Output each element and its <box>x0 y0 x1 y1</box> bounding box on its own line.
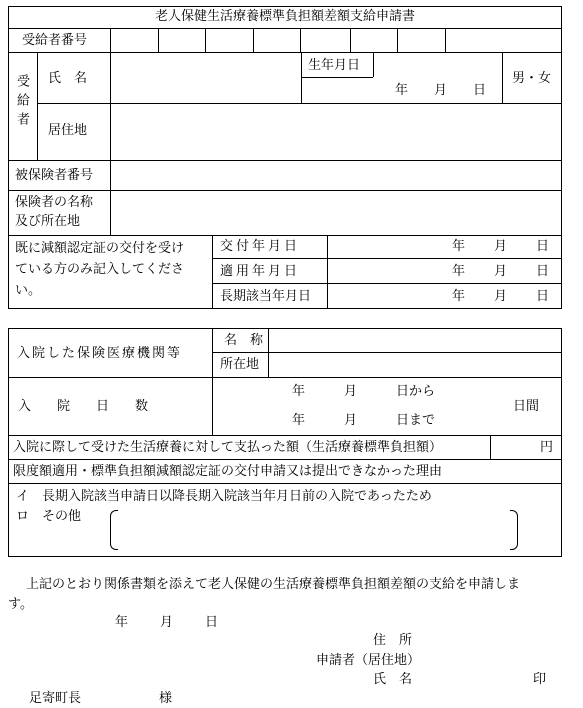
reason-label: 限度額適用・標準負担額減額認定証の交付申請又は提出できなかった理由 <box>13 464 443 479</box>
application-date-fields[interactable]: 年 月 日 <box>115 615 221 630</box>
longterm-date-label: 長期該当年月日 <box>220 289 312 304</box>
insurer-label-line2: 及び所在地 <box>15 214 81 229</box>
birthdate-fields[interactable]: 年 月 日 <box>395 83 487 98</box>
apply-date-fields[interactable]: 年 月 日 <box>452 264 551 279</box>
institution-name-label: 名 称 <box>224 333 264 348</box>
longterm-date-fields[interactable]: 年 月 日 <box>452 289 551 304</box>
institution-location-label: 所在地 <box>220 357 260 372</box>
recipient-vertical-label: 受給者 <box>14 74 29 131</box>
institution-label: 入院した保険医療機関等 <box>17 346 183 361</box>
statement-line2: す。 <box>8 597 33 612</box>
paid-amount-field[interactable] <box>491 436 536 458</box>
other-reason-bracket-left <box>110 510 118 550</box>
issue-date-fields[interactable]: 年 月 日 <box>452 239 551 254</box>
recipient-number-field[interactable] <box>111 29 561 51</box>
applicant-address-label: 住 所 <box>373 633 413 648</box>
reduction-note-line3: い。 <box>15 283 42 298</box>
form-title: 老人保健生活療養標準負担額差額支給申請書 <box>154 9 415 24</box>
days-unit: 日間 <box>513 399 540 414</box>
sex-selector[interactable]: 男・女 <box>512 71 552 86</box>
reduction-note-line1: 既に減額認定証の交付を受け <box>15 241 185 256</box>
other-reason-field[interactable] <box>120 511 508 549</box>
issue-date-label: 交付年月日 <box>220 239 301 254</box>
name-field[interactable] <box>111 53 301 102</box>
name-label: 氏 名 <box>48 71 88 86</box>
reason-a[interactable]: イ 長期入院該当申請日以降長期入院該当年月日前の入院であったため <box>16 489 432 504</box>
birthdate-label: 生年月日 <box>308 58 361 73</box>
paid-amount-label: 入院に際して受けた生活療養に対して支払った額（生活療養標準負担額） <box>13 440 443 455</box>
applicant-name-label: 氏 名 <box>373 672 413 687</box>
stay-to-fields[interactable]: 年 月 日まで <box>292 413 436 428</box>
other-reason-bracket-right <box>510 510 518 550</box>
apply-date-label: 適用年月日 <box>220 264 301 279</box>
applicant-label: 申請者（居住地） <box>316 653 421 668</box>
insurer-label-line1: 保険者の名称 <box>15 195 94 210</box>
address-field[interactable] <box>111 104 561 159</box>
yen-unit: 円 <box>540 440 554 455</box>
seal-mark: 印 <box>533 672 547 687</box>
address-label: 居住地 <box>48 123 88 138</box>
insured-number-field[interactable] <box>111 161 561 189</box>
reason-b[interactable]: ロ その他 <box>16 509 82 524</box>
hospital-days-label: 入 院 日 数 <box>18 399 149 414</box>
statement-line1: 上記のとおり関係書類を添えて老人保健の生活療養標準負担額差額の支給を申請しま <box>26 577 521 592</box>
insurer-field[interactable] <box>111 191 561 234</box>
institution-location-field[interactable] <box>269 353 561 376</box>
institution-name-field[interactable] <box>269 329 561 351</box>
stay-from-fields[interactable]: 年 月 日から <box>292 384 436 399</box>
addressee: 足寄町長 様 <box>29 691 173 706</box>
recipient-number-label: 受給者番号 <box>22 33 88 48</box>
reduction-note-line2: ている方のみ記入してくださ <box>15 262 185 277</box>
insured-number-label: 被保険者番号 <box>15 168 94 183</box>
